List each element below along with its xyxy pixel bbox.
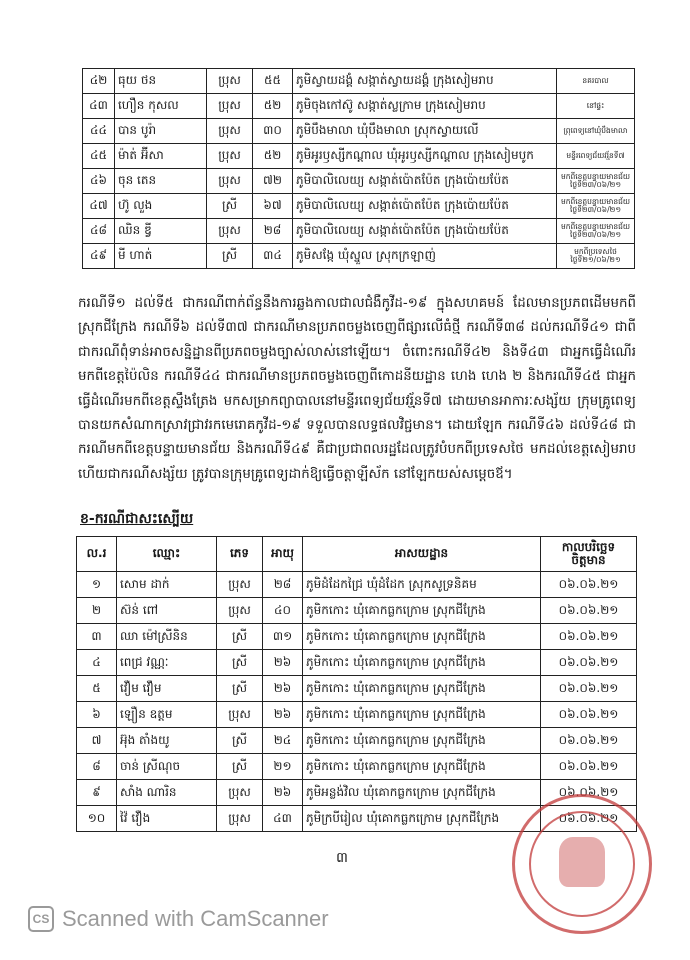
row-number: ២: [77, 598, 117, 624]
recovered-cases-table: [76, 536, 637, 832]
row-sex: ស្រី: [217, 728, 263, 754]
row-age: ៣៤: [253, 244, 293, 269]
row-age: ២៨: [263, 572, 303, 598]
row-date: ០៦.០៦.២១: [541, 754, 637, 780]
row-name: បាន បូរ៉ា: [115, 119, 207, 144]
row-name: មី ហាត់: [115, 244, 207, 269]
scanner-watermark-text: Scanned with CamScanner: [62, 906, 329, 931]
row-sex: ប្រុស: [207, 94, 253, 119]
row-name: ធុយ ថន: [115, 69, 207, 94]
row-address: ភូមិក្របីរៀល ឃុំគោកធ្លកក្រោម ស្រុកជីក្រែង: [303, 806, 541, 832]
row-name: វ៉ៃ វឿង: [117, 806, 217, 832]
row-sex: ស្រី: [217, 650, 263, 676]
table-row: [83, 219, 635, 244]
row-name: ម៉ាត់ អ៊ីសា: [115, 144, 207, 169]
row-age: ៧២: [253, 169, 293, 194]
row-address: ភូមិអន្លង់វិល ឃុំគោកធ្លកក្រោម ស្រុកជីក្រែង: [303, 780, 541, 806]
header-sex: ភេទ: [217, 537, 263, 572]
table-row: [83, 119, 635, 144]
table-row: [77, 650, 637, 676]
row-sex: ប្រុស: [207, 119, 253, 144]
row-name: ឡឿន ឧត្តម: [117, 702, 217, 728]
table-row: [77, 624, 637, 650]
table-row: [77, 728, 637, 754]
row-name: ហ៊ូ លួង: [115, 194, 207, 219]
row-date: ០៦.០៦.២១: [541, 780, 637, 806]
row-number: ១០: [77, 806, 117, 832]
row-address: ភូមិកកោះ ឃុំគោកធ្លកក្រោម ស្រុកជីក្រែង: [303, 728, 541, 754]
row-name: ឈិន ឌ្វី: [115, 219, 207, 244]
table-row: [77, 702, 637, 728]
row-sex: ប្រុស: [207, 219, 253, 244]
table-row: [77, 598, 637, 624]
row-age: ៥២: [253, 94, 293, 119]
infected-cases-table: [82, 68, 635, 269]
header-date-line1: កាលបរិច្ឆេទ: [561, 539, 616, 554]
section-heading: ខ-ករណីជាសះស្បើយ: [80, 511, 194, 527]
table-row: [77, 676, 637, 702]
row-address: ភូមិបាលិលេយ្យ សង្កាត់ប៉ោតប៉ែត ក្រុងប៉ោយប៉ែត: [293, 219, 557, 244]
row-age: ២៦: [263, 702, 303, 728]
header-date: [541, 537, 637, 572]
row-address: ភូមិបឹងមាលា ឃុំបឹងមាលា ស្រុកស្វាយលើ: [293, 119, 557, 144]
row-sex: ស្រី: [217, 676, 263, 702]
row-sex: ស្រី: [207, 194, 253, 219]
row-address: ភូមិកកោះ ឃុំគោកធ្លកក្រោម ស្រុកជីក្រែង: [303, 598, 541, 624]
row-address: ភូមិកកោះ ឃុំគោកធ្លកក្រោម ស្រុកជីក្រែង: [303, 754, 541, 780]
row-name: ស៊ន់ ពៅ: [117, 598, 217, 624]
page-number: ៣: [336, 850, 348, 866]
row-address: ភូមិចុងកៅស៊ូ សង្កាត់ស្លក្រាម ក្រុងសៀមរាប: [293, 94, 557, 119]
row-date: ០៦.០៦.២១: [541, 728, 637, 754]
table-header-row: [77, 537, 637, 572]
row-name: សោម ដាក់: [117, 572, 217, 598]
row-address: ភូមិដំដែកជ្រៃ ឃុំដំដែក ស្រុកសូទ្រនិគម: [303, 572, 541, 598]
table-row: [77, 754, 637, 780]
row-name: អ៊ុង តាំងយូ: [117, 728, 217, 754]
row-note: នគរបាល: [557, 69, 635, 94]
row-note: មកពីខេត្តបន្ទាយមានជ័យ ថ្ងៃទី២៣/០៦/២១: [557, 169, 635, 194]
header-name: ឈ្មោះ: [117, 537, 217, 572]
row-sex: ប្រុស: [217, 702, 263, 728]
row-number: ១: [77, 572, 117, 598]
row-name: សាំង ណារិន: [117, 780, 217, 806]
row-note: មន្ទីរពេទ្យជ័យវរ្ម័នទី៧: [557, 144, 635, 169]
row-address: ភូមិសង្កែ ឃុំស្នួល ស្រុកក្រឡាញ់: [293, 244, 557, 269]
row-name: ចាន់ ស្រីណុច: [117, 754, 217, 780]
infected-cases-table-body: [83, 69, 635, 269]
row-date: ០៦.០៦.២១: [541, 598, 637, 624]
row-name: ចុន តេន: [115, 169, 207, 194]
row-number: ៤៦: [83, 169, 115, 194]
row-note: ព្រុពេទ្យនៅឃុំបឹងមាលា: [557, 119, 635, 144]
row-address: ភូមិកកោះ ឃុំគោកធ្លកក្រោម ស្រុកជីក្រែង: [303, 702, 541, 728]
row-number: ៧: [77, 728, 117, 754]
row-age: ៥២: [253, 144, 293, 169]
row-number: ៤៩: [83, 244, 115, 269]
row-sex: ស្រី: [217, 754, 263, 780]
row-note: នៅផ្ទះ: [557, 94, 635, 119]
narrative-paragraph: ករណីទី១ ដល់ទី៥ ជាករណីពាក់ព័ន្ធនឹងការឆ្លងកាលជាលជំងឺកូវីដ-១៩ ក្នុងសហគមន៍ ដែលមានប្រភពដើមមកពីស្រុកជីក្រែង ករណីទី៦ ដល់ទី៣៧ ជាករណីមានប្រភពចម្លងចេញពីផ្សារលើធំថ្មី ករណីទី៣៨ ដល់ករណីទី៤១ ជាពីជាករណីពុំទាន់អាចសន្និដ្ឋានពីប្រភពចម្លងច្បាស់លាស់នៅឡើយ។ ចំពោះករណីទី៤២ និងទី៤៣ ជាអ្នកធ្វើដំណើរមកពីខេត្តប៉ៃលិន ករណីទី៤៤ ជាករណីមានប្រភពចម្លងចេញពីកោដនីយដ្ឋាន ហេង ហេង ២ និងករណីទី៤៥ ជាអ្នកធ្វើដំណើរមកពីខេត្តស្ទឹងត្រែង មកសម្រាកព្យាបាលនៅមន្ទីរពេទ្យជ័យវរ្ម័នទី៧ ដោយមានអាការៈសង្ស័យ ក្រុមគ្រូពេទ្យបានយកសំណាកស្រាវជ្រាវរកមេរោគកូវីដ-១៩ ទទួលបានលទ្ធផលវិជ្ជមាន។ ដោយឡែក ករណីទី៤៦ ដល់ទី៤៨ ជាករណីមកពីខេត្តបន្ទាយមានជ័យ និងករណីទី៤៩ គឺជាប្រជាពលរដ្ឋដែលត្រូវបំបកពីប្រទេសថៃ មកដល់ខេត្តសៀមរាប ហើយជាករណីសង្ស័យ ត្រូវបានក្រុមគ្រូពេទ្យដាក់ឱ្យធ្វើចត្តាឡីស័ក នៅឡែកយស់សម្តេចឪ។: [78, 296, 636, 482]
header-address: អាសយដ្ឋាន: [303, 537, 541, 572]
row-number: ៤៤: [83, 119, 115, 144]
row-address: ភូមិកកោះ ឃុំគោកធ្លកក្រោម ស្រុកជីក្រែង: [303, 650, 541, 676]
row-sex: ស្រី: [207, 244, 253, 269]
row-age: ៦៧: [253, 194, 293, 219]
row-age: ៤៣: [263, 806, 303, 832]
row-sex: ស្រី: [217, 624, 263, 650]
row-date: ០៦.០៦.២១: [541, 650, 637, 676]
row-number: ៨: [77, 754, 117, 780]
row-age: ៥៥: [253, 69, 293, 94]
official-seal: [512, 794, 652, 934]
row-address: ភូមិកកោះ ឃុំគោកធ្លកក្រោម ស្រុកជីក្រែង: [303, 624, 541, 650]
row-age: ៣០: [253, 119, 293, 144]
row-date: ០៦.០៦.២១: [541, 572, 637, 598]
row-age: ២៤: [263, 728, 303, 754]
row-number: ៥: [77, 676, 117, 702]
row-sex: ប្រុស: [207, 144, 253, 169]
row-sex: ប្រុស: [217, 806, 263, 832]
row-number: ៤៥: [83, 144, 115, 169]
row-date: ០៦.០៦.២១: [541, 624, 637, 650]
row-address: ភូមិបាលិលេយ្យ សង្កាត់ប៉ោតប៉ែត ក្រុងប៉ោយប៉ែត: [293, 169, 557, 194]
row-name: ហឿន កុសល: [115, 94, 207, 119]
row-age: ២៦: [263, 676, 303, 702]
row-note: មកពីខេត្តបន្ទាយមានជ័យ ថ្ងៃទី២៣/០៦/២១: [557, 194, 635, 219]
row-number: ៩: [77, 780, 117, 806]
recovered-cases-table-body: [77, 572, 637, 832]
table-row: [83, 94, 635, 119]
header-no: ល.រ: [77, 537, 117, 572]
row-age: ៣១: [263, 624, 303, 650]
row-address: ភូមិស្វាយដង្គំ សង្កាត់ស្វាយដង្គំ ក្រុងសៀមរាប: [293, 69, 557, 94]
seal-emblem-icon: [559, 837, 605, 887]
row-note: មកពីខេត្តបន្ទាយមានជ័យ ថ្ងៃទី២៣/០៦/២១: [557, 219, 635, 244]
row-age: ២៦: [263, 780, 303, 806]
row-number: ៤៧: [83, 194, 115, 219]
row-age: ២១: [263, 754, 303, 780]
header-date-line2: ចិត្តមាន: [571, 553, 606, 567]
row-name: ឈា ម៉ៅស្រីនិន: [117, 624, 217, 650]
table-row: [83, 244, 635, 269]
table-row: [83, 144, 635, 169]
header-age: អាយុ: [263, 537, 303, 572]
row-name: វឿម វឿម: [117, 676, 217, 702]
row-note: មកពីប្រទេសថៃ ថ្ងៃទី២១/០៦/២១: [557, 244, 635, 269]
row-number: ៤: [77, 650, 117, 676]
row-age: ៤០: [263, 598, 303, 624]
row-sex: ប្រុស: [217, 572, 263, 598]
table-row: [83, 69, 635, 94]
row-address: ភូមិកកោះ ឃុំគោកធ្លកក្រោម ស្រុកជីក្រែង: [303, 676, 541, 702]
table-row: [83, 169, 635, 194]
row-sex: ប្រុស: [207, 169, 253, 194]
row-date: ០៦.០៦.២១: [541, 676, 637, 702]
row-address: ភូមិបាលិលេយ្យ សង្កាត់ប៉ោតប៉ែត ក្រុងប៉ោយប៉ែត: [293, 194, 557, 219]
row-number: ៤៣: [83, 94, 115, 119]
row-name: ពេជ្រ វណ្ណៈ: [117, 650, 217, 676]
row-sex: ប្រុស: [207, 69, 253, 94]
row-sex: ប្រុស: [217, 780, 263, 806]
row-number: ៦: [77, 702, 117, 728]
row-age: ២៦: [263, 650, 303, 676]
scanner-watermark: [28, 906, 329, 932]
table-row: [83, 194, 635, 219]
row-sex: ប្រុស: [217, 598, 263, 624]
row-number: ៤២: [83, 69, 115, 94]
row-number: ៣: [77, 624, 117, 650]
row-date: ០៦.០៦.២១: [541, 806, 637, 832]
row-address: ភូមិអូរឫស្សីកណ្តាល ឃុំអូរឫស្សីកណ្តាល ក្រុងសៀមបូក: [293, 144, 557, 169]
table-row: [77, 572, 637, 598]
row-date: ០៦.០៦.២១: [541, 702, 637, 728]
camscanner-logo-icon: CS: [28, 906, 54, 932]
row-number: ៤៨: [83, 219, 115, 244]
row-age: ២៨: [253, 219, 293, 244]
